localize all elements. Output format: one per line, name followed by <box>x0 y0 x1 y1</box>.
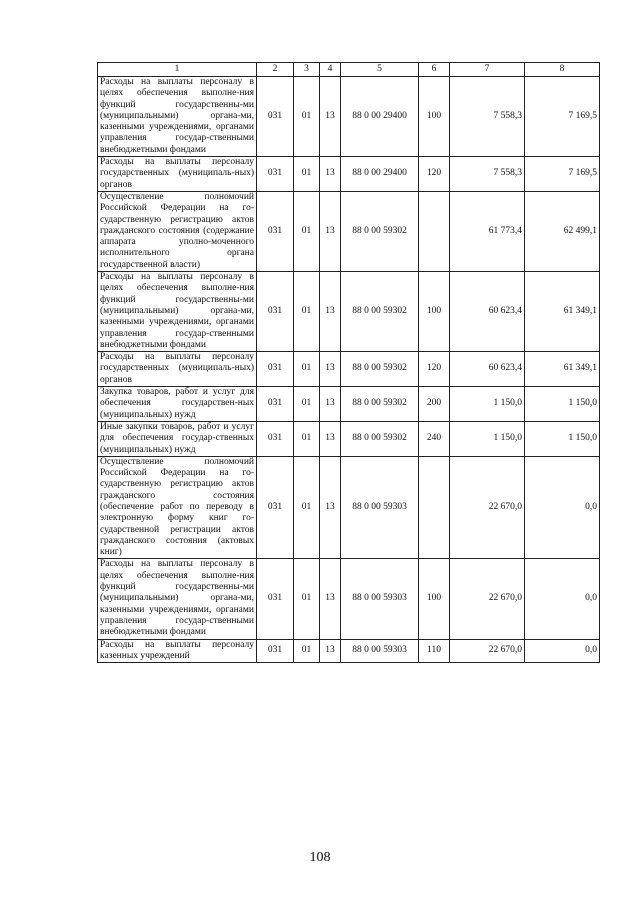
table-row <box>98 387 600 422</box>
row-name: Расходы на выплаты персоналу государственных (муниципаль-ных) органов <box>98 352 257 387</box>
row-grbs: 031 <box>257 639 294 663</box>
row-csr: 88 0 00 29400 <box>341 77 419 157</box>
row-sum-1: 60 623,4 <box>450 352 525 387</box>
table-row <box>98 421 600 456</box>
row-pr: 13 <box>320 77 341 157</box>
row-vr: 100 <box>419 559 450 639</box>
row-pr: 13 <box>320 191 341 271</box>
row-name: Расходы на выплаты персоналу государственных (муниципаль-ных) органов <box>98 157 257 192</box>
row-sum-2: 61 349,1 <box>525 272 600 352</box>
column-header: 7 <box>450 63 525 77</box>
row-sum-1: 60 623,4 <box>450 272 525 352</box>
table-row <box>98 352 600 387</box>
row-rz: 01 <box>294 387 320 422</box>
row-sum-1: 61 773,4 <box>450 191 525 271</box>
row-sum-1: 1 150,0 <box>450 387 525 422</box>
column-header: 5 <box>341 63 419 77</box>
row-sum-2: 7 169,5 <box>525 77 600 157</box>
row-vr: 100 <box>419 77 450 157</box>
row-rz: 01 <box>294 456 320 559</box>
row-pr: 13 <box>320 387 341 422</box>
row-name: Закупка товаров, работ и услуг для обеспечения государствен-ных (муниципальных) нужд <box>98 387 257 422</box>
row-sum-1: 22 670,0 <box>450 639 525 663</box>
row-sum-1: 7 558,3 <box>450 157 525 192</box>
column-header: 8 <box>525 63 600 77</box>
row-sum-2: 7 169,5 <box>525 157 600 192</box>
row-grbs: 031 <box>257 77 294 157</box>
row-sum-2: 1 150,0 <box>525 387 600 422</box>
row-csr: 88 0 00 59302 <box>341 387 419 422</box>
row-rz: 01 <box>294 559 320 639</box>
row-grbs: 031 <box>257 272 294 352</box>
row-sum-1: 7 558,3 <box>450 77 525 157</box>
row-rz: 01 <box>294 77 320 157</box>
row-csr: 88 0 00 29400 <box>341 157 419 192</box>
row-grbs: 031 <box>257 191 294 271</box>
table-row <box>98 157 600 192</box>
row-sum-1: 22 670,0 <box>450 559 525 639</box>
row-rz: 01 <box>294 352 320 387</box>
column-header: 6 <box>419 63 450 77</box>
row-grbs: 031 <box>257 157 294 192</box>
row-grbs: 031 <box>257 456 294 559</box>
row-vr <box>419 456 450 559</box>
row-csr: 88 0 00 59302 <box>341 272 419 352</box>
row-pr: 13 <box>320 421 341 456</box>
row-vr: 200 <box>419 387 450 422</box>
row-grbs: 031 <box>257 352 294 387</box>
row-name: Расходы на выплаты персоналу в целях обеспечения выполне-ния функций государственны-ми (муниципальными) органа-ми, казенными учреждениями, органами управления государ-ственными внебюджетными фондами <box>98 77 257 157</box>
row-csr: 88 0 00 59303 <box>341 456 419 559</box>
row-vr: 100 <box>419 272 450 352</box>
row-name: Расходы на выплаты персоналу в целях обеспечения выполне-ния функций государственны-ми (муниципальными) органа-ми, казенными учреждениями, органами управления государ-ственными внебюджетными фондами <box>98 272 257 352</box>
column-header: 2 <box>257 63 294 77</box>
row-vr <box>419 191 450 271</box>
table-row <box>98 559 600 639</box>
row-pr: 13 <box>320 272 341 352</box>
row-pr: 13 <box>320 639 341 663</box>
row-rz: 01 <box>294 421 320 456</box>
row-rz: 01 <box>294 157 320 192</box>
column-header: 4 <box>320 63 341 77</box>
budget-table <box>97 62 600 663</box>
table-row <box>98 191 600 271</box>
row-sum-2: 62 499,1 <box>525 191 600 271</box>
row-grbs: 031 <box>257 421 294 456</box>
row-csr: 88 0 00 59303 <box>341 559 419 639</box>
table-row <box>98 77 600 157</box>
row-pr: 13 <box>320 559 341 639</box>
row-name: Осуществление полномочий Российской Федерации на го-сударственную регистрацию актов гражданского состояния (содержание аппарата уполно-моченного исполнительного органа государственной власти) <box>98 191 257 271</box>
row-sum-2: 1 150,0 <box>525 421 600 456</box>
row-name: Расходы на выплаты персоналу казенных учреждений <box>98 639 257 663</box>
column-header: 3 <box>294 63 320 77</box>
row-pr: 13 <box>320 157 341 192</box>
row-csr: 88 0 00 59303 <box>341 639 419 663</box>
row-csr: 88 0 00 59302 <box>341 352 419 387</box>
row-rz: 01 <box>294 272 320 352</box>
row-vr: 120 <box>419 157 450 192</box>
row-grbs: 031 <box>257 559 294 639</box>
page-number: 108 <box>309 850 331 865</box>
row-pr: 13 <box>320 456 341 559</box>
row-csr: 88 0 00 59302 <box>341 191 419 271</box>
row-pr: 13 <box>320 352 341 387</box>
row-sum-1: 22 670,0 <box>450 456 525 559</box>
row-sum-2: 0,0 <box>525 456 600 559</box>
row-rz: 01 <box>294 191 320 271</box>
table-row <box>98 456 600 559</box>
row-vr: 240 <box>419 421 450 456</box>
row-name: Иные закупки товаров, работ и услуг для обеспечения государ-ственных (муниципальных) нужд <box>98 421 257 456</box>
header-row <box>98 63 600 77</box>
row-csr: 88 0 00 59302 <box>341 421 419 456</box>
row-vr: 120 <box>419 352 450 387</box>
table-row <box>98 272 600 352</box>
row-name: Осуществление полномочий Российской Федерации на го-сударственную регистрацию актов гражданского состояния (обеспечение работ по переводу в электронную форму книг го-сударственной регистрации актов гражданского состояния (актовых книг) <box>98 456 257 559</box>
column-header: 1 <box>98 63 257 77</box>
row-sum-1: 1 150,0 <box>450 421 525 456</box>
row-name: Расходы на выплаты персоналу в целях обеспечения выполне-ния функций государственны-ми (муниципальными) органа-ми, казенными учреждениями, органами управления государ-ственными внебюджетными фондами <box>98 559 257 639</box>
row-sum-2: 0,0 <box>525 559 600 639</box>
row-vr: 110 <box>419 639 450 663</box>
row-rz: 01 <box>294 639 320 663</box>
row-sum-2: 0,0 <box>525 639 600 663</box>
row-sum-2: 61 349,1 <box>525 352 600 387</box>
table-row <box>98 639 600 663</box>
row-grbs: 031 <box>257 387 294 422</box>
